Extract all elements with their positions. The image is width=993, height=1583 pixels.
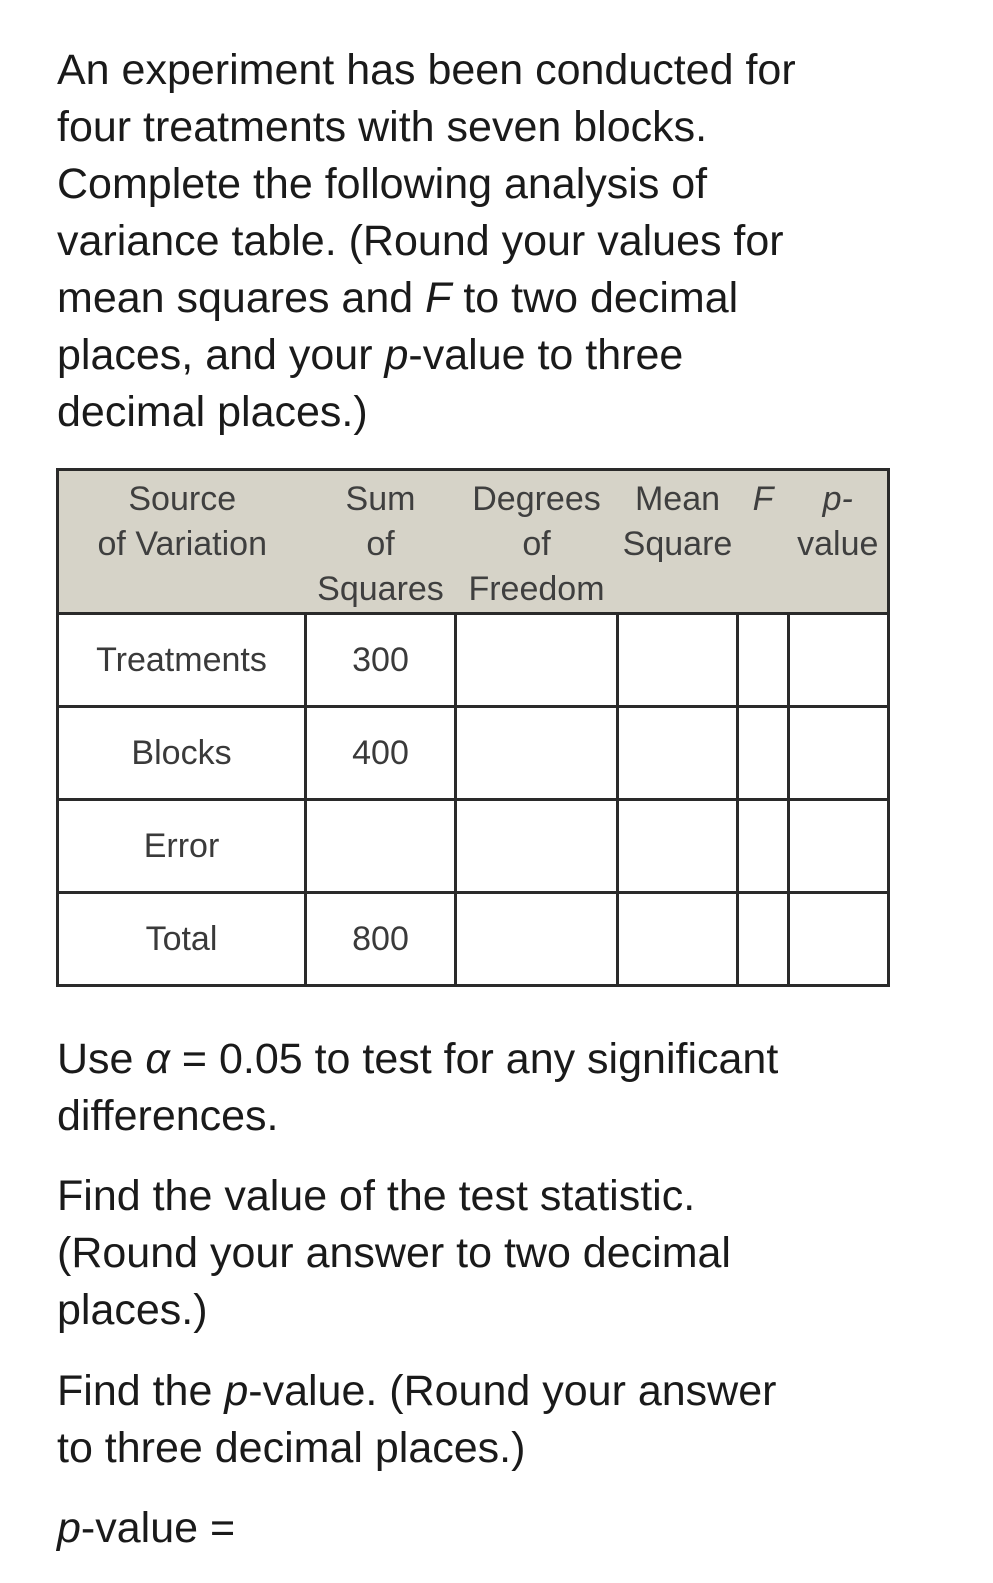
alpha-line: differences. xyxy=(57,1092,279,1140)
pv-line: Find the p-value. (Round your answer xyxy=(57,1367,777,1415)
df-answer-cell[interactable] xyxy=(456,614,618,707)
ms-answer-cell[interactable] xyxy=(618,614,738,707)
header-f: F xyxy=(738,470,789,614)
intro-line: mean squares and F to two decimal xyxy=(57,274,739,322)
alpha-line: Use α = 0.05 to test for any significant xyxy=(57,1035,779,1083)
df-answer-cell[interactable] xyxy=(456,893,618,986)
p-variable: p xyxy=(224,1367,249,1415)
header-p-value: p- value xyxy=(789,470,889,614)
question-intro xyxy=(57,42,796,441)
intro-line: decimal places.) xyxy=(57,388,368,436)
alpha-symbol: α xyxy=(145,1035,170,1083)
p-variable: p xyxy=(384,331,409,379)
intro-line: places, and your p-value to three xyxy=(57,331,684,379)
ms-answer-cell[interactable] xyxy=(618,893,738,986)
header-sum-of-squares: Sum of Squares xyxy=(306,470,456,614)
ss-cell: 400 xyxy=(306,707,456,800)
pv-line: to three decimal places.) xyxy=(57,1424,526,1472)
intro-line: variance table. (Round your values for xyxy=(57,217,784,265)
intro-line: four treatments with seven blocks. xyxy=(57,103,708,151)
p-answer-cell[interactable] xyxy=(789,893,889,986)
header-source: Source of Variation xyxy=(58,470,306,614)
f-answer-cell[interactable] xyxy=(738,893,789,986)
anova-table xyxy=(56,468,890,987)
ss-cell: 300 xyxy=(306,614,456,707)
p-answer-cell[interactable] xyxy=(789,800,889,893)
alpha-instruction xyxy=(57,1031,778,1145)
source-cell: Error xyxy=(58,800,306,893)
source-cell: Total xyxy=(58,893,306,986)
p-answer-cell[interactable] xyxy=(789,614,889,707)
table-header-row xyxy=(58,470,889,614)
df-answer-cell[interactable] xyxy=(456,707,618,800)
test-statistic-question xyxy=(57,1168,731,1339)
table-row-total xyxy=(58,893,889,986)
p-answer-cell[interactable] xyxy=(789,707,889,800)
header-mean-square: Mean Square xyxy=(618,470,738,614)
ss-answer-cell[interactable] xyxy=(306,800,456,893)
f-answer-cell[interactable] xyxy=(738,800,789,893)
header-degrees-of-freedom: Degrees of Freedom xyxy=(456,470,618,614)
intro-line: Complete the following analysis of xyxy=(57,160,708,208)
ss-cell: 800 xyxy=(306,893,456,986)
p-variable: p xyxy=(57,1504,81,1552)
stat-line: places.) xyxy=(57,1286,208,1334)
stat-line: Find the value of the test statistic. xyxy=(57,1172,696,1220)
ms-answer-cell[interactable] xyxy=(618,707,738,800)
source-cell: Blocks xyxy=(58,707,306,800)
p-value-answer-label[interactable]: p-value = xyxy=(57,1504,236,1552)
ms-answer-cell[interactable] xyxy=(618,800,738,893)
df-answer-cell[interactable] xyxy=(456,800,618,893)
stat-line: (Round your answer to two decimal xyxy=(57,1229,731,1277)
table-row-blocks xyxy=(58,707,889,800)
table-row-error xyxy=(58,800,889,893)
f-answer-cell[interactable] xyxy=(738,614,789,707)
p-value-question xyxy=(57,1363,776,1477)
table-row-treatments xyxy=(58,614,889,707)
f-variable: F xyxy=(425,274,452,322)
f-answer-cell[interactable] xyxy=(738,707,789,800)
source-cell: Treatments xyxy=(58,614,306,707)
intro-line: An experiment has been conducted for xyxy=(57,46,796,94)
